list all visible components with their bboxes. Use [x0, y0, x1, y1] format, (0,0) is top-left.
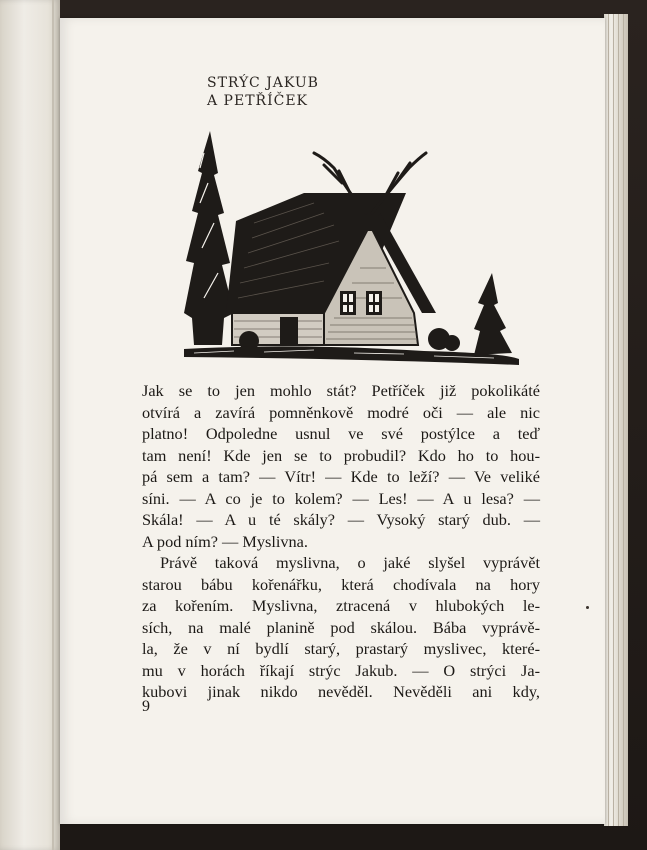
chapter-title-line-2: A PETŘÍČEK	[207, 93, 308, 109]
text-line: tam není! Kde jen se to probudil? Kdo ho to hou-	[142, 445, 540, 465]
chapter-title-line-1: STRÝC JAKUB	[207, 75, 319, 91]
text-line: sích, na malé planině pod skálou. Bába vyprávě-	[142, 617, 540, 637]
text-line: Skála! — A u té skály? — Vysoký starý dub. —	[142, 510, 540, 529]
cottage-with-antlers-woodcut-icon	[174, 113, 519, 378]
text-line: A pod ním? — Myslivna.	[142, 531, 308, 551]
text-line: pá sem a tam? — Vítr! — Kde to leží? — Ve veliké	[142, 467, 540, 486]
ground-icon	[184, 346, 519, 365]
right-tree-icon	[474, 273, 512, 355]
text-line: platno! Odpoledne usnul ve své postýlce a teď	[142, 424, 540, 443]
paper-speck	[586, 606, 589, 609]
text-line: kubovi jinak nikdo nevěděl. Nevěděli ani kdy,	[142, 682, 540, 701]
page-number: 9	[142, 698, 150, 715]
binding-gutter	[52, 0, 54, 850]
right-page-edges	[604, 14, 628, 826]
text-line: Jak se to jen mohlo stát? Petříček již pokolikáté	[142, 381, 540, 400]
text-line: la, že v ní bydlí starý, prastarý myslivec, které-	[142, 639, 540, 658]
chapter-title	[207, 74, 319, 110]
chimney-icon	[360, 211, 378, 231]
book-page	[60, 18, 605, 824]
text-line: starou bábu kořenářku, která chodívala na hory	[142, 574, 540, 594]
text-line: mu v horách říkají strýc Jakub. — O strýci Ja-	[142, 660, 540, 680]
left-page-edges	[0, 0, 60, 850]
text-line: otvírá a zavírá pomněnkově modré oči — ale nic	[142, 402, 540, 422]
text-line: Právě taková myslivna, o jaké slyšel vyprávět	[160, 553, 540, 572]
text-line: za kořením. Myslivna, ztracená v hlubokých le-	[142, 596, 540, 615]
body-text	[142, 380, 540, 703]
text-line: síni. — A co je to kolem? — Les! — A u lesa? —	[142, 488, 540, 508]
